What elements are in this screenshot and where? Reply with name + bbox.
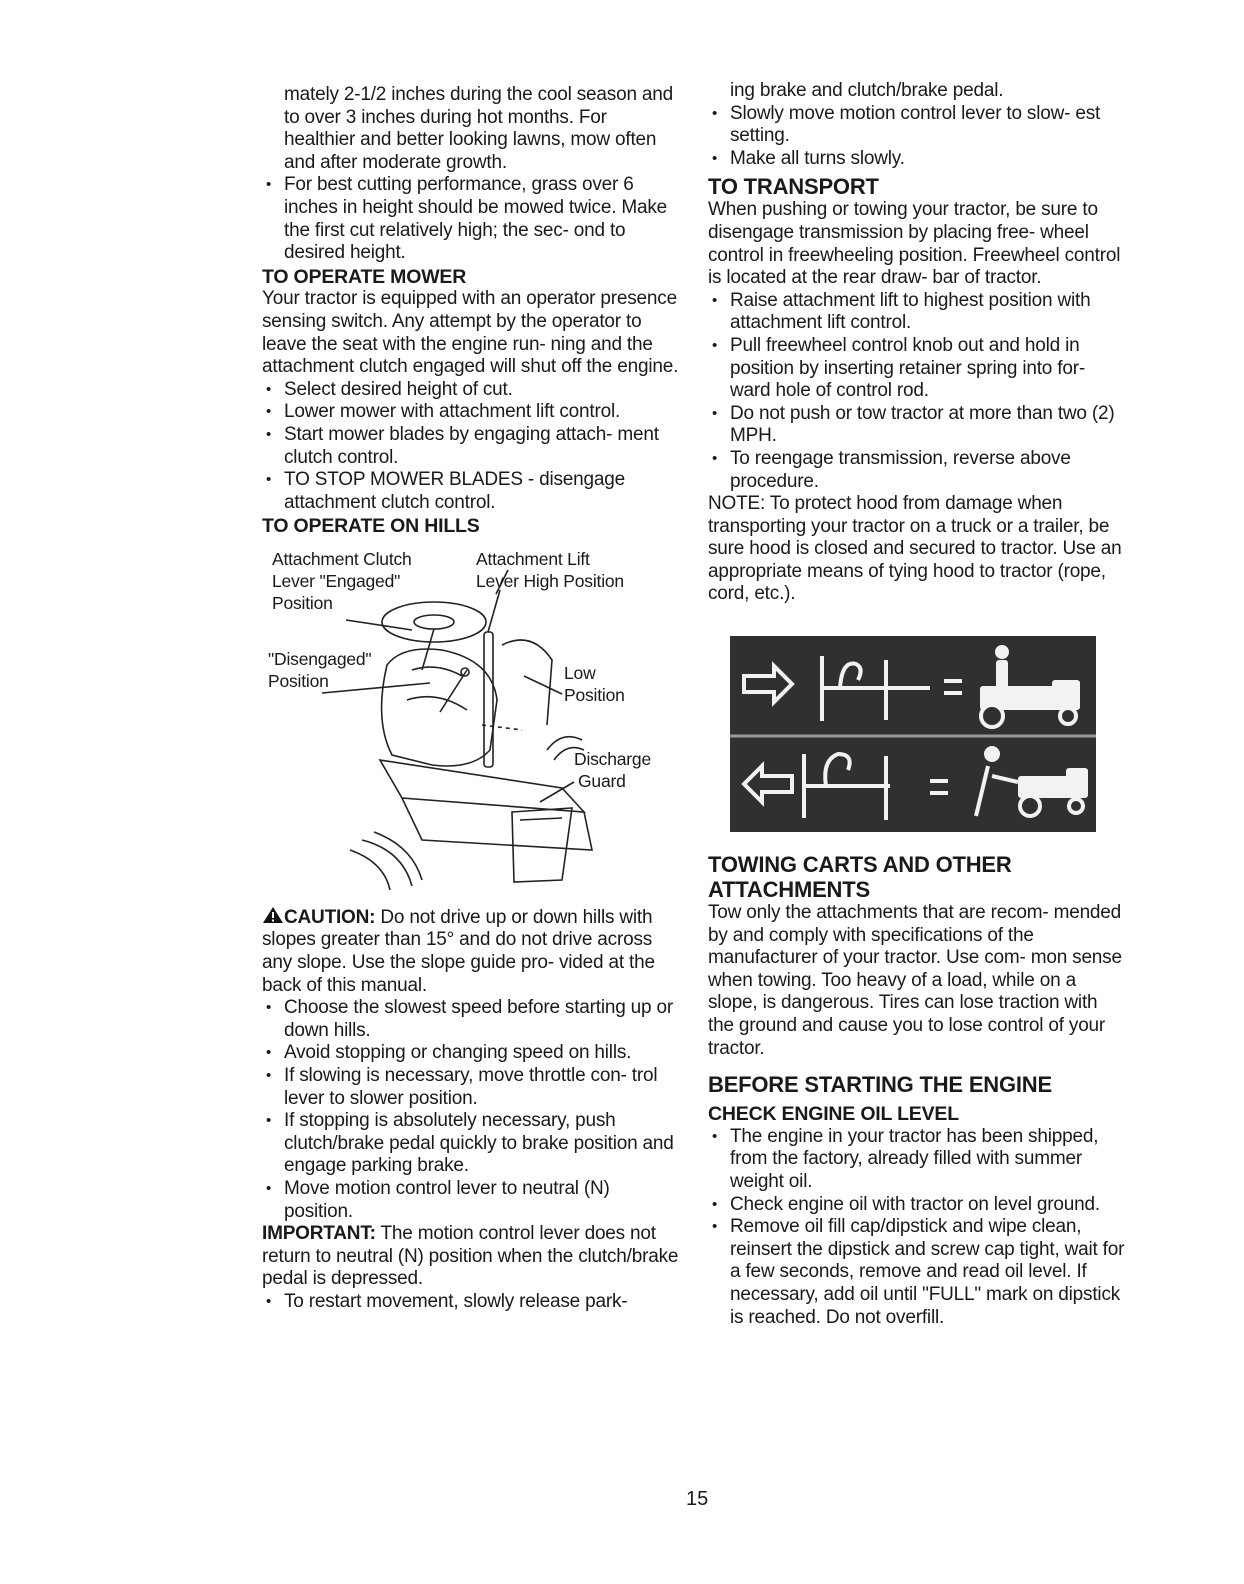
list-item: • To reengage transmission, reverse above procedure.: [708, 448, 1128, 493]
caution-text: Do not drive up or down hills with slopes greater than 15° and do not drive across any slope. Use the slope guide pro- vided at the back of this manual.: [262, 906, 655, 996]
towing-heading: [708, 852, 1128, 902]
check-oil-heading: CHECK ENGINE OIL LEVEL: [708, 1103, 959, 1126]
freewheel-decal-illustration: [730, 636, 1096, 832]
label-disengaged-line1: "Disengaged": [268, 648, 372, 669]
steering-wheel-shape: [382, 602, 486, 642]
warning-triangle-icon: [262, 906, 284, 924]
label-disengaged-line2: Position: [268, 670, 329, 691]
list-item: • Avoid stopping or changing speed on hills.: [262, 1042, 680, 1065]
before-starting-heading: BEFORE STARTING THE ENGINE: [708, 1072, 1052, 1098]
label-discharge-line2: Guard: [578, 770, 626, 791]
list-item: • Check engine oil with tractor on level ground.: [708, 1194, 1128, 1217]
operate-mower-body: Your tractor is equipped with an operator presence sensing switch. Any attempt by the operator to leave the seat with the engine run- ning and the attachment clutch engaged will shut off the engine.: [262, 288, 679, 378]
intro-bullet-list: [262, 174, 680, 264]
label-clutch-line2: Lever "Engaged": [272, 570, 401, 591]
list-item: • Remove oil fill cap/dipstick and wipe clean, reinsert the dipstick and screw cap tight, wait for a few seconds, remove and read oil level. If necessary, add oil until "FULL" mark on dipstick is reached. Do not overfill.: [708, 1216, 1128, 1329]
tractor-controls-figure: [262, 550, 680, 890]
label-clutch-line1: Attachment Clutch: [272, 548, 412, 569]
list-item: • To restart movement, slowly release park-: [262, 1291, 680, 1314]
final-bullet-list: [262, 1291, 680, 1314]
right-top-bullets: [708, 103, 1128, 171]
important-paragraph: [262, 1223, 680, 1291]
caution-paragraph: [262, 906, 680, 997]
list-item: • Choose the slowest speed before starting up or down hills.: [262, 997, 680, 1042]
list-item: • Start mower blades by engaging attach- ment clutch control.: [262, 424, 680, 469]
list-item: • If slowing is necessary, move throttle con- trol lever to slower position.: [262, 1065, 680, 1110]
list-item: • Pull freewheel control knob out and hold in position by inserting retainer spring into for- ward hole of control rod.: [708, 335, 1128, 403]
label-lift-line2: Lever High Position: [476, 570, 624, 591]
caution-label: CAUTION:: [284, 906, 376, 928]
intro-paragraph: mately 2-1/2 inches during the cool season and to over 3 inches during hot months. For healthier and better looking lawns, mow often and after moderate growth.: [284, 84, 673, 173]
left-column: [262, 84, 680, 1314]
towing-heading-line2: ATTACHMENTS: [708, 877, 870, 903]
list-item: • If stopping is absolutely necessary, push clutch/brake pedal quickly to brake position and engage parking brake.: [262, 1110, 680, 1178]
operate-hills-heading: TO OPERATE ON HILLS: [262, 515, 480, 538]
important-label: IMPORTANT:: [262, 1223, 376, 1245]
transport-heading: TO TRANSPORT: [708, 174, 879, 200]
list-item: • Move motion control lever to neutral (N) position.: [262, 1178, 680, 1223]
list-item: • Do not push or tow tractor at more than two (2) MPH.: [708, 403, 1128, 448]
list-item: • Select desired height of cut.: [262, 379, 680, 402]
list-item: • TO STOP MOWER BLADES - disengage attachment clutch control.: [262, 469, 680, 514]
note-text: To protect hood from damage when transporting your tractor on a truck or a trailer, be sure hood is closed and secured to tractor. Use an appropriate means of tying hood to tractor (rope, cord, etc.).: [708, 493, 1122, 605]
continued-text: ing brake and clutch/brake pedal.: [730, 80, 1004, 101]
label-discharge-line1: Discharge: [574, 748, 651, 769]
page-number: 15: [686, 1488, 709, 1510]
list-item: • Slowly move motion control lever to slow- est setting.: [708, 103, 1128, 148]
operate-mower-bullets: [262, 379, 680, 515]
label-lift-line1: Attachment Lift: [476, 548, 590, 569]
towing-heading-line1: TOWING CARTS AND OTHER: [708, 852, 1012, 878]
note-paragraph: [708, 493, 1128, 606]
right-column: [708, 80, 1128, 1329]
list-item: • Lower mower with attachment lift control.: [262, 401, 680, 424]
label-low-line2: Position: [564, 684, 625, 705]
note-label: NOTE:: [708, 493, 766, 515]
important-text: The motion control lever does not return to neutral (N) position when the clutch/brake pedal is depressed.: [262, 1223, 679, 1290]
freewheel-decal-photo: [730, 636, 1096, 832]
hill-bullets: [262, 997, 680, 1223]
label-low-line1: Low: [564, 662, 596, 683]
towing-body: Tow only the attachments that are recom- mended by and comply with specifications of the manufacturer of your tractor. Use com- mon sense when towing. Too heavy of a load, while on a slope, is dangerous. Tires can lose traction with the ground and cause you to lose control of your tractor.: [708, 902, 1122, 1059]
operate-mower-heading: TO OPERATE MOWER: [262, 265, 467, 288]
list-item: • Raise attachment lift to highest position with attachment lift control.: [708, 290, 1128, 335]
transport-bullets: [708, 290, 1128, 493]
transport-body: When pushing or towing your tractor, be sure to disengage transmission by placing free- wheel control in freewheeling position. Freewheel control is located at the rear draw- bar of tractor.: [708, 199, 1121, 289]
list-item: • The engine in your tractor has been shipped, from the factory, already filled with summer weight oil.: [708, 1126, 1128, 1194]
list-item: • Make all turns slowly.: [708, 148, 1128, 171]
label-clutch-line3: Position: [272, 592, 333, 613]
list-item: • For best cutting performance, grass over 6 inches in height should be mowed twice. Make the first cut relatively high; the sec- ond to desired height.: [262, 174, 680, 264]
check-oil-bullets: [708, 1126, 1128, 1329]
